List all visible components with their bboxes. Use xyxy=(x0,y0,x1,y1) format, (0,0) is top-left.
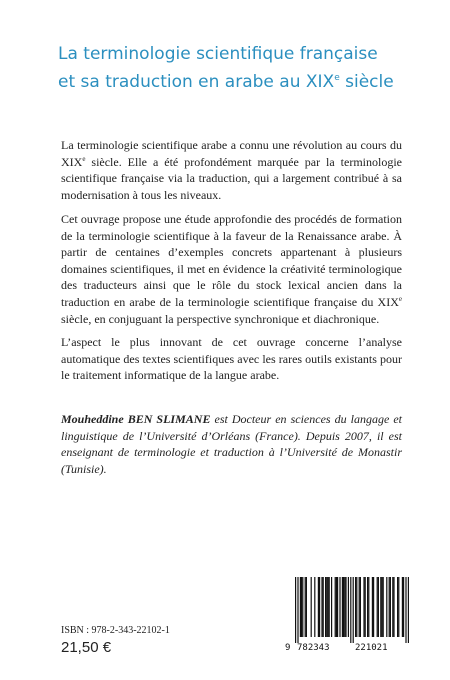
p2-superscript: e xyxy=(398,294,402,303)
book-title xyxy=(58,42,428,94)
barcode-bar xyxy=(323,577,324,637)
title-line-2-text: et sa traduction en arabe au XIX xyxy=(58,72,335,92)
barcode-bar xyxy=(337,577,338,637)
barcode-bar xyxy=(397,577,398,637)
barcode-bar xyxy=(319,577,320,637)
barcode-bar xyxy=(297,577,298,643)
p2-text-2: siècle, en conjuguant la perspective synchronique et diachronique. xyxy=(61,311,380,326)
barcode-bar xyxy=(360,577,361,637)
barcode-bar xyxy=(386,577,387,637)
summary-paragraph-2 xyxy=(61,211,402,327)
barcode-bar xyxy=(365,577,366,637)
barcode-bar xyxy=(355,577,356,637)
barcode-bar xyxy=(306,577,307,637)
price: 21,50 € xyxy=(61,639,112,656)
barcode-bar xyxy=(318,577,319,637)
barcode-bar xyxy=(343,577,344,637)
barcode-bar xyxy=(403,577,404,637)
barcode-bar xyxy=(302,577,303,637)
barcode-right-group: 221021 xyxy=(355,643,388,653)
barcode-left-group: 782343 xyxy=(297,643,330,653)
barcode-bar xyxy=(383,577,384,637)
summary-paragraph-3: L’aspect le plus innovant de cet ouvrage concerne l’analyse automatique des textes scientifiques avec les rares outils existants pour le traitement informatique de la langue arabe. xyxy=(61,335,402,383)
p1-text-2: siècle. Elle a été profondément marquée par la terminologie scientifique française via la traduction, qui a largement contribué à sa modernisation à tous les niveaux. xyxy=(61,154,402,202)
barcode-bar xyxy=(321,577,322,637)
barcode-bar xyxy=(359,577,360,637)
barcode-bar xyxy=(389,577,390,637)
title-line-2-end: siècle xyxy=(339,72,394,92)
barcode-bar xyxy=(393,577,394,637)
barcode-bar xyxy=(380,577,381,637)
barcode-bar xyxy=(381,577,382,637)
barcode-bar xyxy=(335,577,336,637)
p1-text-1: La terminologie scientifique arabe a connu une révolution au cours du XIX xyxy=(61,138,402,169)
barcode-bar xyxy=(363,577,364,637)
barcode-first-digit: 9 xyxy=(285,643,291,653)
barcode-bar xyxy=(368,577,369,637)
barcode-bar xyxy=(301,577,302,637)
barcode-bar xyxy=(392,577,393,637)
title-superscript: e xyxy=(334,73,340,83)
barcode-bar xyxy=(402,577,403,637)
author-bio-text: est Docteur en sciences du langage et linguistique de l’Université d’Orléans (France). Depuis 2007, il est enseignant de terminologie et traduction à l’Université de Monastir (Tunisie). xyxy=(61,412,402,476)
barcode-bar xyxy=(326,577,327,637)
barcode xyxy=(283,577,413,657)
barcode-bar xyxy=(329,577,330,637)
barcode-bar xyxy=(390,577,391,637)
barcode-bar xyxy=(377,577,378,637)
barcode-bar xyxy=(339,577,340,637)
barcode-bar xyxy=(353,577,354,643)
barcode-bar xyxy=(367,577,368,637)
barcode-bars xyxy=(283,577,413,643)
barcode-bar xyxy=(348,577,349,637)
barcode-bar xyxy=(408,577,409,643)
barcode-bar xyxy=(327,577,328,637)
barcode-bar xyxy=(350,577,351,643)
summary-paragraph-1 xyxy=(61,137,402,203)
barcode-bar xyxy=(336,577,337,637)
author-bio xyxy=(61,411,402,477)
barcode-bar xyxy=(373,577,374,637)
barcode-bar xyxy=(405,577,406,643)
barcode-bar xyxy=(356,577,357,637)
author-name: Mouheddine BEN SLIMANE xyxy=(61,412,211,426)
barcode-bar xyxy=(305,577,306,637)
p1-superscript: e xyxy=(82,154,86,163)
barcode-bar xyxy=(342,577,343,637)
barcode-bar xyxy=(378,577,379,637)
barcode-bar xyxy=(325,577,326,637)
barcode-bar xyxy=(314,577,315,637)
barcode-bar xyxy=(331,577,332,637)
barcode-bar xyxy=(295,577,296,643)
barcode-bar xyxy=(398,577,399,637)
isbn-text: ISBN : 978-2-343-22102-1 xyxy=(61,625,170,636)
p2-text-1: Cet ouvrage propose une étude approfondie des procédés de formation de la terminologie scientifique à la faveur de la Renaissance arabe. À partir de centaines d’exemples concrets appartenant à plusieurs domaines scientifiques, il met en évidence la créativité terminologique des traducteurs ainsi que le rôle du stock lexical ancien dans la traduction en arabe de la terminologie scientifique française du XIX xyxy=(61,212,402,309)
barcode-bar xyxy=(345,577,346,637)
barcode-bar xyxy=(311,577,312,637)
title-line-1: La terminologie scientifique française xyxy=(58,44,378,64)
title-line-2 xyxy=(58,72,394,92)
barcode-bar xyxy=(300,577,301,637)
barcode-bar xyxy=(372,577,373,637)
barcode-bar xyxy=(344,577,345,637)
